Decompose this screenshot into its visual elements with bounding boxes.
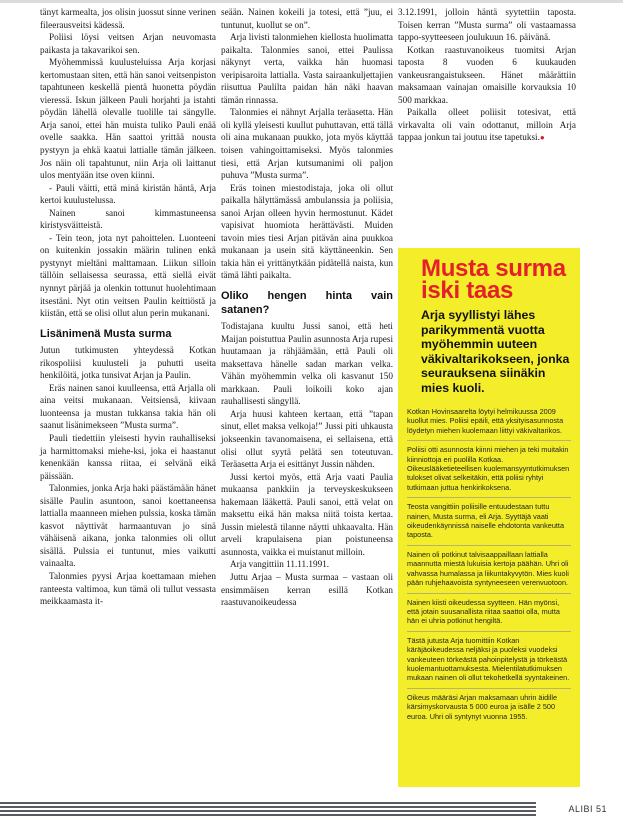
article-column-3 bbox=[398, 6, 576, 145]
sidebar-item: Nainen kiisti oikeudessa syytteen. Hän myönsi, että jotain suusanallista riitaa saattoi olla, mutta hän ei uhria potkinut hengiltä. bbox=[407, 594, 571, 632]
sidebar-box bbox=[398, 248, 580, 787]
paragraph: - Tein teon, jota nyt pahoittelen. Luonteeni on kuitenkin jossakin määrin tulinen enkä pystynyt mieltäni malttamaan. Liikun silloin tällöin sellaisessa seurassa, että siellä eivät nynnyt pärjää ja olenkin tottunut huolehtimaan itsestäni. Nyt otin veitsen Paulin keittiöstä ja kiistän, että se olisi ollut alun perin mukanani. bbox=[40, 232, 216, 319]
paragraph: seään. Nainen kokeili ja totesi, että ”juu, ei tuntunut, kuollut se on”. bbox=[221, 7, 393, 30]
paragraph: Talonmies, jonka Arja haki päästämään hänet sisälle Paulin asuntoon, sanoi koettaneensa lattialla maanneen miehen pulssia, koska tämän kasvot näyttivät harmaantuvan jo sinä vähäisenä aikana, jonka talonmies oli ollut sisällä. Pulssia ei tuntunut, mies vaikutti vainaalta. bbox=[40, 483, 216, 569]
paragraph: tänyt karmealta, jos olisin juossut sinne verinen fileerausveitsi kädessä. bbox=[40, 7, 216, 30]
sidebar-item: Teosta vangittiin poliisille entuudestaan tuttu nainen, Musta surma, eli Arja. Syyttäjä vaati oikeudenkäynnissä naiselle ehdotonta vankeutta taposta. bbox=[407, 498, 571, 546]
paragraph-text: Paikalla olleet poliisit totesivat, että virkavalta oli vain odottanut, milloin Arja tappaa jonkun tai joutuu itse tapetuksi. bbox=[398, 107, 576, 143]
sidebar-item: Kotkan Hovinsaarelta löytyi helmikuussa 2009 kuollut mies. Poliisi epäili, että yksityisasunnosta löydetyn miehen kuolemaan liittyi väkivaltarikos. bbox=[407, 403, 571, 441]
paragraph: Myöhemmissä kuulusteluissa Arja korjasi kertomustaan siten, että hän sanoi veitsenpiston tapahtuneen keskellä pientä huonetta pöydän vieressä. Iskun jälkeen Pauli horjahti ja istahti pöydän lähellä olevalle tuolille tai sängylle. Arja sanoi, ettei hän muista tuliko Pauli enää ovelle saakka. Hän saattoi yrittää nousta pystyyn ja ehkä kaatui lattialle tämän jälkeen. Jos näin oli tapahtunut, niin Arja oli laittanut ulos mentyään itse oven kiinni. bbox=[40, 57, 216, 181]
sidebar-item: Oikeus määräsi Arjan maksamaan uhrin äidille kärsimyskorvausta 5 000 euroa ja isälle 2 500 euroa. Uhri oli syntynyt vuonna 1955. bbox=[407, 692, 558, 721]
paragraph: Arja vangittiin 11.11.1991. bbox=[230, 559, 330, 570]
sidebar-items bbox=[407, 403, 571, 726]
top-rule bbox=[0, 0, 623, 3]
sidebar-item: Nainen oli potkinut talvisaappaillaan lattialla maannutta miestä lukuisia kertoja päähän. Uhri oli vahvassa humalassa ja liikuntakyvytön. Mies kuoli pään ruhjehaavoista syntyneeseen verenvuotoon. bbox=[407, 546, 571, 594]
paragraph: Eräs toinen miestodistaja, joka oli ollut paikalla hälyttämässä ambulanssia ja poliisia, sanoi Arjan olleen hyvin hermostunut. Kädet vapisivat huomiota herättävästi. Muiden tavoin mies tiesi Arjan pitävän aina puukkoa mukanaan ja usein sitä käyttäneenkin. Sen takia hän ei yrittänytkään pidätellä naista, kun tämä lähti paikalta. bbox=[221, 182, 393, 281]
sidebar-item: Poliisi otti asunnosta kiinni miehen ja teki muitakin kiinniottoja eri puolilla Kotkaa. Oikeuslääketieteellisen kuolemansyyntutkimuksen tulokset olivat selkeitäkin, että poliisi ryhtyi tutkimaan juttua henkirikoksena. bbox=[407, 441, 571, 498]
footer-stripes bbox=[0, 802, 536, 816]
paragraph: - Pauli väitti, että minä kiristän häntä, Arja kertoi kuulustelussa. bbox=[40, 182, 216, 206]
paragraph: Nainen sanoi kimmastuneensa kiristysväitteistä. bbox=[40, 207, 216, 231]
page-folio: ALIBI 51 bbox=[568, 804, 607, 814]
sidebar-item: Tästä jutusta Arja tuomittiin Kotkan käräjäoikeudessa neljäksi ja puoleksi vuodeksi vankeuteen törkeästä pahoinpitelystä ja törkeästä kuolemantuottamuksesta. Mielentilatutkimuksen mukaan nainen oli ollut tekohetkellä syyntakeinen. bbox=[407, 632, 571, 689]
sidebar-subtitle: Arja syyllistyi lähes parikymmentä vuotta myöhemmin uuteen väkivaltarikokseen, jonka seurauksena siinäkin mies kuoli. bbox=[421, 308, 570, 395]
subheading: Lisänimenä Musta surma bbox=[40, 327, 172, 340]
paragraph: Pauli tiedettiin yleisesti hyvin rauhalliseksi ja harmittomaksi miehe-ksi, joka ei haastanut kenenkään kanssa riitaa, ei selvänä eikä päissään. bbox=[40, 433, 216, 481]
paragraph: 3.12.1991, jolloin häntä syytettiin taposta. Toisen kerran ”Musta surma” oli vastaamassa tappo-syytteeseen joulukuun 16. päivänä. bbox=[398, 7, 576, 43]
paragraph: Todistajana kuultu Jussi sanoi, että heti Maijan poistuttua Paulin asunnosta Arja rupesi huutamaan ja rähjäämään, että Pauli oli maksettava hänelle sadan markan velka. Vähän myöhemmin velka oli kasvanut 150 markkaan. Pauli loikoili koko ajan rauhallisesti sängyllä. bbox=[221, 321, 393, 407]
article-column-1 bbox=[40, 6, 216, 608]
paragraph bbox=[398, 106, 576, 145]
paragraph: Jutun tutkimusten yhteydessä Kotkan rikospoliisi kuulusteli ja puhutti useita henkilöitä, jotka tunsivat Arjan ja Paulin. bbox=[40, 345, 216, 381]
paragraph: Talonmies pyysi Arjaa koettamaan miehen ranteesta valtimoa, kun tämä oli tullut vessasta meikkaamasta it- bbox=[40, 571, 216, 607]
paragraph: Jussi kertoi myös, että Arja vaati Paulia mukaansa pankkiin ja terveyskeskukseen hakemaan lääkettä. Pauli sanoi, että velat on maksettu eikä hän maksa niitä toista kertaa. Jussin mielestä tilanne näytti uhkaavalta. Hän arveli krapulaisena pian poistuneensa asunnosta, vaikka ei muistanut milloin. bbox=[221, 471, 393, 557]
paragraph: Arja livisti talonmiehen kiellosta huolimatta paikalta. Talonmies sanoi, ettei Paulissa näkynyt verta, vaikka hän huomasi veripisaroita lattialla. Vasta sairaankuljettajien riisuttua Paulilta paidan hän näki haavan tämän rinnassa. bbox=[221, 32, 393, 105]
end-mark-icon: ● bbox=[539, 133, 545, 143]
article-column-2 bbox=[221, 6, 393, 609]
paragraph: Kotkan raastuvanoikeus tuomitsi Arjan taposta 8 vuoden 6 kuukauden vankeusrangaistukseen. Hänet määrättiin maksamaan vainajan omaisille korvauksia 10 500 markkaa. bbox=[398, 44, 576, 105]
subheading: Oliko hengen hinta vain satanen? bbox=[221, 290, 393, 316]
paragraph: Juttu Arjaa – Musta surmaa – vastaan oli ensimmäisen kerran esillä Kotkan raastuvanoikeudessa bbox=[221, 571, 393, 608]
sidebar-title: Musta surma iski taas bbox=[421, 255, 566, 304]
paragraph: Poliisi löysi veitsen Arjan neuvomasta paikasta ja takavarikoi sen. bbox=[40, 32, 216, 55]
paragraph: Arja huusi kahteen kertaan, että ”tapan sinut, ellet maksa velkoja!” Jussi piti uhkausta jokseenkin tavanomaisena, ei sellaisena, että olisi ollut syytä pelätä sen toteutuvan. Teräasetta Arja ei esittänyt Jussin nähden. bbox=[221, 408, 393, 470]
paragraph: Eräs nainen sanoi kuulleensa, että Arjalla oli aina veitsi mukanaan. Veitsiensä, kiivaan luonteensa ja mustan tukkansa takia hän oli saanut lisänimekseen ”Musta surma”. bbox=[40, 382, 216, 431]
paragraph: Talonmies ei nähnyt Arjalla teräasetta. Hän oli kyllä yleisesti kuullut puhuttavan, että tällä oli aina mukanaan puukko, jota myös käyttää toisen vahingoittamiseksi. Myös talonmies tiesi, että Arjan kutsumanimi oli paljon puhuva ”Musta surma”. bbox=[221, 107, 393, 181]
